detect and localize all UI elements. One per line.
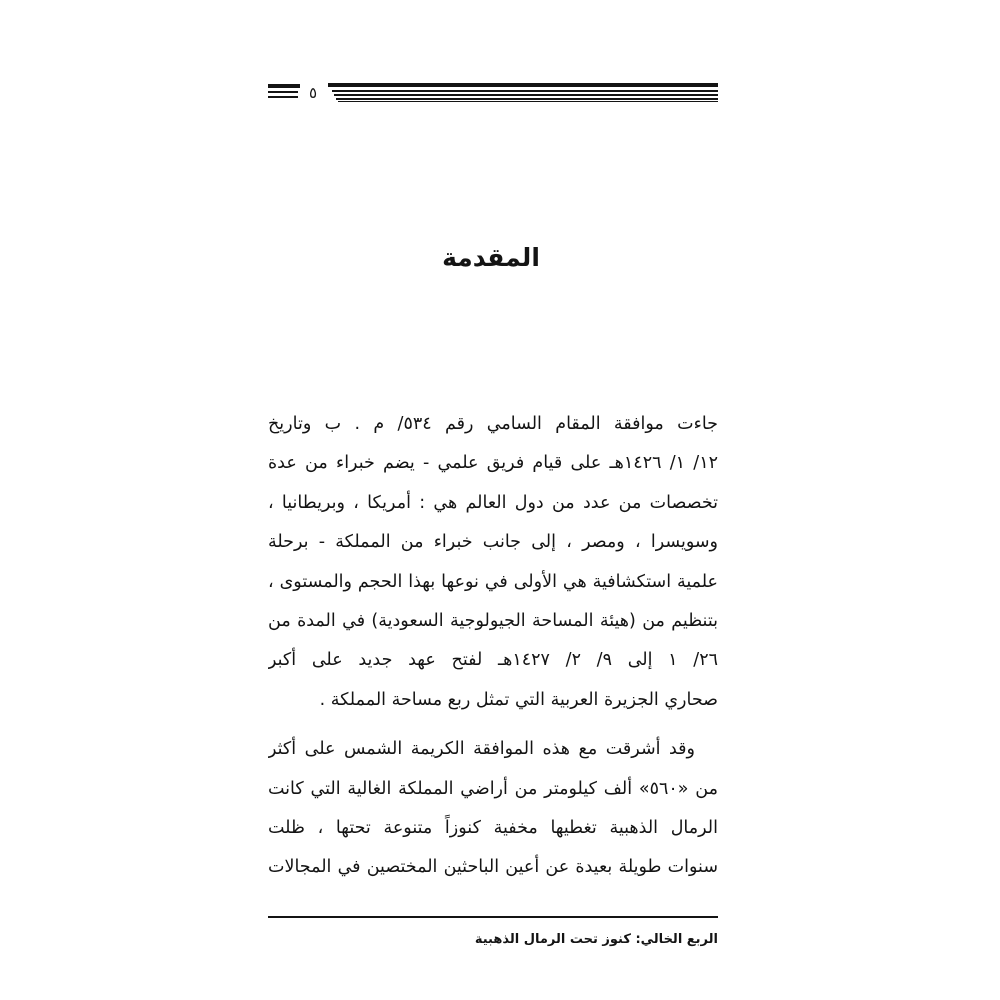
header-rule-right-thick <box>328 83 718 87</box>
paragraph-line: جاءت موافقة المقام السامي رقم ٥٣٤/ م . ب وتاريخ <box>268 414 718 434</box>
paragraph-line: صحاري الجزيرة العربية التي تمثل ربع مساحة المملكة . <box>319 689 718 710</box>
paragraph-line: ٢٦/ ١ إلى ٩/ ٢/ ١٤٢٧هـ لفتح عهد جديد على أكبر <box>268 650 718 671</box>
running-footer <box>475 929 718 951</box>
paragraph-line: وقد أشرقت مع هذه الموافقة الكريمة الشمس على أكثر <box>268 739 695 760</box>
paragraph-line: بتنظيم من (هيئة المساحة الجيولوجية السعودية) في المدة من <box>268 610 718 631</box>
page-number: ٥ <box>308 84 318 102</box>
footer-rule <box>268 916 718 918</box>
paragraph-line: من «٥٦٠» ألف كيلومتر من أراضي المملكة الغالية التي كانت <box>268 778 718 799</box>
paragraph-line: تخصصات من عدد من دول العالم هي : أمريكا ، وبريطانيا ، <box>268 492 718 513</box>
paragraph-line: علمية استكشافية هي الأولى في نوعها بهذا الحجم والمستوى ، <box>268 571 718 592</box>
header-rule-right <box>332 90 718 92</box>
header-rule-left-thick <box>268 84 300 88</box>
header-rule-right <box>334 94 718 96</box>
paragraph-line: وسويسرا ، ومصر ، إلى جانب خبراء من المملكة - برحلة <box>268 532 718 553</box>
header-rule-right <box>336 98 718 100</box>
footer-series-title: الربع الخالي: <box>635 932 718 947</box>
chapter-title: المقدمة <box>442 243 540 272</box>
paragraph-line: الرمال الذهبية تغطيها مخفية كنوزاً متنوعة تحتها ، ظلت <box>268 817 718 838</box>
footer-subtitle: كنوز تحت الرمال الذهبية <box>474 932 631 947</box>
header-rule-left <box>268 96 298 98</box>
paragraph-line: سنوات طويلة بعيدة عن أعين الباحثين المختصين في المجالات <box>268 857 718 878</box>
body-text <box>268 405 718 888</box>
header-rule-left <box>268 91 298 93</box>
paragraph-line: ١٢/ ١/ ١٤٢٦هـ على قيام فريق علمي - يضم خبراء من عدة <box>268 453 718 474</box>
header-rule-right <box>338 101 718 102</box>
